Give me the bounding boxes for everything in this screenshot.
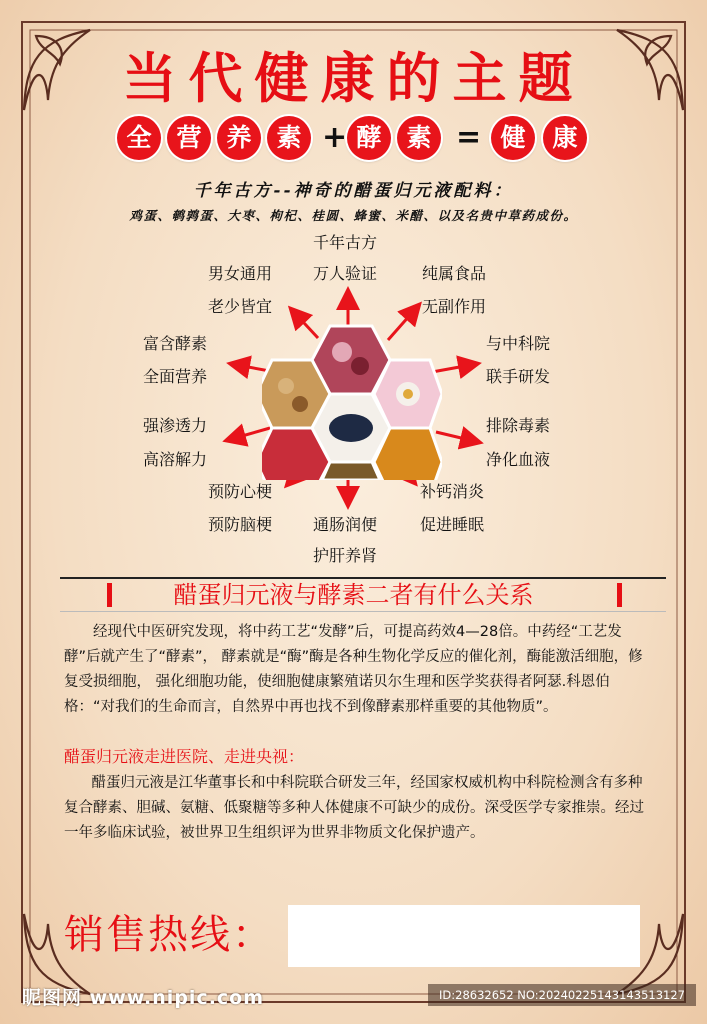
benefit-label: 纯属食品 xyxy=(422,264,487,283)
benefit-label: 强渗透力 xyxy=(143,416,208,435)
formula-char: 健 xyxy=(491,116,535,160)
benefit-label: 护肝养肾 xyxy=(313,546,378,565)
benefit-label: 无副作用 xyxy=(422,297,487,316)
formula-char: 酵 xyxy=(347,116,391,160)
benefit-label: 排除毒素 xyxy=(486,416,551,435)
benefit-label: 富含酵素 xyxy=(143,334,208,353)
benefit-label: 高溶解力 xyxy=(143,450,208,469)
paragraph-text: 醋蛋归元液是江华董事长和中科院联合研发三年，经国家权威机构中科院检测含有多种复合酵素、胆碱、氨糖、低聚糖等多种人体健康不可缺少的成份。深受医学专家推崇。经过一年多临床试验，被世界卫生组织评为世界非物质文化保护遗产。 xyxy=(64,775,644,841)
paragraph-research xyxy=(64,771,654,846)
formula-char: 康 xyxy=(543,116,587,160)
watermark-id: ID:28632652 NO:20240225143143513127 xyxy=(428,984,696,1006)
paragraph-enzyme xyxy=(64,620,654,720)
benefit-label: 补钙消炎 xyxy=(420,482,485,501)
benefit-label: 预防心梗 xyxy=(208,482,273,501)
ingredient-collage xyxy=(262,322,442,480)
benefit-label: 净化血液 xyxy=(486,450,551,469)
ingredients-list: 鸡蛋、鹌鹑蛋、大枣、枸杞、桂圆、蜂蜜、米醋、以及名贵中草药成份。 xyxy=(129,208,578,223)
benefit-label: 联手研发 xyxy=(486,367,551,386)
benefit-label: 老少皆宜 xyxy=(208,297,273,316)
ingredients-title: 千年古方--神奇的醋蛋归元液配料： xyxy=(193,181,514,201)
formula-char: 养 xyxy=(217,116,261,160)
equals-sign: = xyxy=(456,120,482,155)
hex-herbs xyxy=(322,462,380,480)
benefit-label: 促进睡眠 xyxy=(420,515,485,534)
benefit-label: 千年古方 xyxy=(313,233,378,252)
formula-char: 全 xyxy=(117,116,161,160)
formula-char: 营 xyxy=(167,116,211,160)
page-title: 当代健康的主题 xyxy=(122,46,585,110)
hotline-label: 销售热线： xyxy=(64,912,274,958)
benefit-label: 通肠润便 xyxy=(313,515,378,534)
benefit-label: 预防脑梗 xyxy=(208,515,273,534)
watermark-site: 昵图网 www.nipic.com xyxy=(22,987,265,1009)
hotline-number-box xyxy=(288,905,640,967)
benefit-label: 与中科院 xyxy=(486,334,551,353)
section-title: 醋蛋归元液与酵素二者有什么关系 xyxy=(173,581,534,609)
paragraph-text: 经现代中医研究发现，将中药工艺“发酵”后，可提高药效4—28倍。中药经“工艺发酵”后就产生了“酵素”， 酵素就是“酶”酶是各种生物化学反应的催化剂，酶能激活细胞，修复受损细胞， 强化细胞功能，使细胞健康繁殖诺贝尔生理和医学奖获得者阿瑟.科恩伯格：“对我们的生命而言，自然界中再也找不到像酵素那样重要的其他物质”。 xyxy=(64,624,643,715)
formula-char: 素 xyxy=(267,116,311,160)
benefit-label: 男女通用 xyxy=(208,264,273,283)
plus-sign: + xyxy=(322,120,348,155)
benefit-label: 万人验证 xyxy=(313,264,378,283)
benefit-label: 全面营养 xyxy=(143,367,208,386)
red-subheading: 醋蛋归元液走进医院、走进央视： xyxy=(64,747,305,766)
formula-char: 素 xyxy=(397,116,441,160)
